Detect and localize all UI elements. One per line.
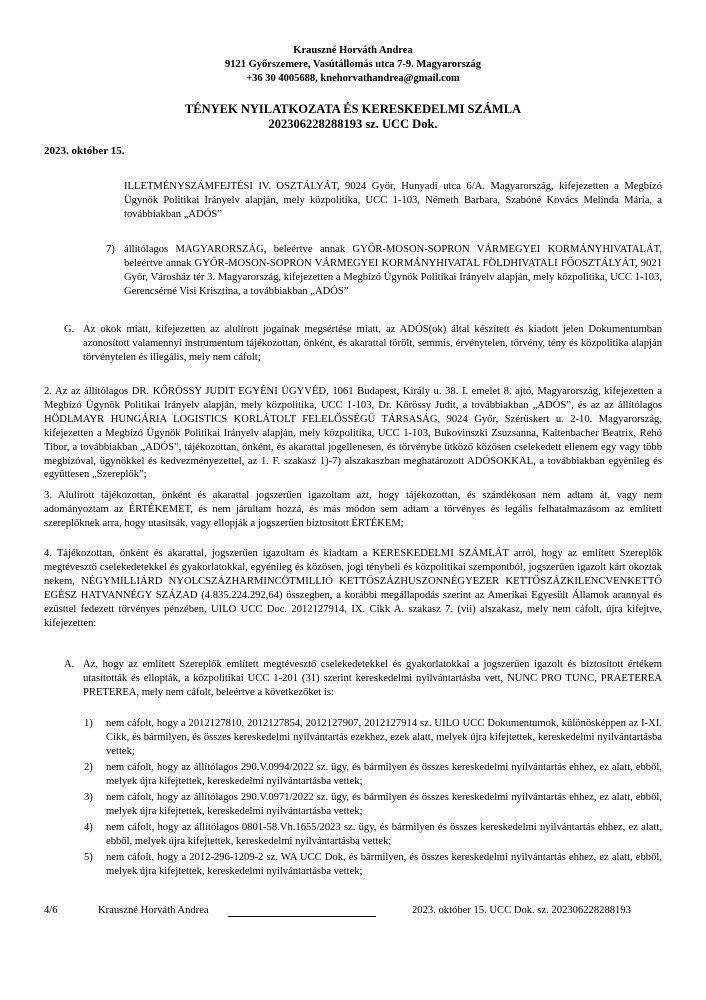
section-a-text: Az, hogy az említett Szereplők említett megtévesztő cselekedetekkel és gyakorlatokkal a jogszerűen igazolt és biztosított értékem utasították és ellopták, a közpolitikai UCC 1-201 (31) szerint kereskedelmi nyilvántartásba vett, NUNC PRO TUNC, PRAETEREA PRETEREA, mely nem cáfolt, beleértve a következőket is: — [83, 659, 662, 698]
item-7-number: 7) — [106, 244, 115, 255]
list-item-number: 3) — [84, 792, 93, 803]
list-item-number: 1) — [84, 718, 93, 729]
sender-contact: +36 30 4005688, knehorvathandrea@gmail.com — [246, 73, 460, 84]
section-a-mark: A. — [64, 659, 75, 670]
intro-paragraph: ILLETMÉNYSZÁMFEJTÉSI IV. OSZTÁLYÁT, 9024 Győr, Hunyadi utca 6/A. Magyarország, kifejezetten a Megbízó Ügynök Politikai Irányelv alapján, mely közpolitika, UCC 1-103, Németh Barbara, Szabóné Kovács Melinda Mária, a továbbiakban „ADÓS” — [124, 181, 662, 220]
document-title: TÉNYEK NYILATKOZATA ÉS KERESKEDELMI SZÁMLA — [184, 102, 522, 116]
footer-reference: 2023. október 15. UCC Dok. sz. 202306228288193 — [412, 905, 631, 916]
list-item-number: 4) — [84, 822, 93, 833]
list-item: nem cáfolt, hogy az állítólagos 0801-58.Vh.1655/2023 sz. ügy, és bármilyen és összes kereskedelmi nyilvántartás ehhez, ez alatt, ebből, melyek újra kifejtettek, kereskedelmi nyilvántartásba vettek; — [106, 822, 662, 847]
list-item: nem cáfolt, hogy a 2012127810, 2012127854, 2012127907, 2012127914 sz. UILO UCC Dokumentumok, különösképpen az I-XI. Cikk, és bármilyen, és összes kereskedelmi nyilvántartás ezekhez, ezek alatt, melyek újra kifejtettek, kereskedelmi nyilvántartásba vettek; — [106, 718, 662, 757]
list-item-number: 2) — [84, 762, 93, 773]
document-date: 2023. október 15. — [44, 145, 125, 157]
list-item: nem cáfolt, hogy a 2012-296-1209-2 sz. WA UCC Dok, és bármilyen, és összes kereskedelmi nyilvántartás ehhez, ez alatt, ebből, melyek újra kifejtettek, kereskedelmi nyilvántartásba vettek; — [106, 852, 662, 877]
document-number: 202306228288193 sz. UCC Dok. — [268, 117, 438, 131]
paragraph-2: 2. Az az állítólagos DR. KŐRÖSSY JUDIT EGYÉNI ÜGYVÉD, 1061 Budapest, Király u. 38. I. emelet 8. ajtó, Magyarország, kifejezetten a Megbízó Ügynök Politikai Irányelv alapján, mely közpolitika, UCC 1-103, Dr. Kőrössy Judit, a továbbiakban „ADÓS”, és az az állítólagos HÖDLMAYR HUNGÁRIA LOGISTICS KORLÁTOLT FELELŐSSÉGŰ TÁRSASÁG, 9024 Győr, Szérűskert u. 2-10. Magyarország, kifejezetten a Megbízó Ügynök Politikai Irányelv alapján, mely közpolitika, UCC 1-103, Bukovinszki Zsuzsanna, Kaltenbacher Beatrix, Rehó Tibor, a továbbiakban „ADÓS”, tájékozottan, önként, és akarattal jogellenesen, és törvénybe ütköző közösen cselekedett ellenem egy vagy több megbízóval, ügynökkel és kedvezményezettel, az 1. F. szakasz 1)-7) alszakaszban meghatározott ADÓSOKKAL, a továbbiakban egyénileg és együttesen „Szereplők”; — [44, 386, 662, 481]
sender-name: Krauszné Horváth Andrea — [293, 45, 413, 56]
footer-name: Krauszné Horváth Andrea — [98, 905, 209, 916]
list-item: nem cáfolt, hogy az állítólagos 290.V.0971/2022 sz. ügy, és bármilyen és összes kereskedelmi nyilvántartás ehhez, ez alatt, ebből, melyek újra kifejtettek, kereskedelmi nyilvántartásba vettek; — [106, 792, 662, 817]
footer-page-number: 4/6 — [44, 905, 58, 916]
section-g-mark: G. — [64, 324, 75, 335]
sender-address: 9121 Győrszemere, Vasútállomás utca 7-9. Magyarország — [225, 59, 481, 70]
list-item: nem cáfolt, hogy az állítólagos 290.V.0994/2022 sz. ügy, és bármilyen és összes kereskedelmi nyilvántartás ehhez, ez alatt, ebből, melyek újra kifejtettek, kereskedelmi nyilvántartásba vettek; — [106, 762, 662, 787]
signature-line — [228, 916, 376, 917]
paragraph-4: 4. Tájékozottan, önként és akarattal, jogszerűen igazoltam és kiadtam a KERESKEDELMI SZÁMLÁT arról, hogy az említett Szereplők megtévesztő cselekedetekkel és gyakorlatokkal, egyénileg és közösen, jogi ténybeli és közpolitikai szempontból, jogszerűen igazolt kárt okoztak nekem, NÉGYMILLIÁRD NYOLCSZÁZHARMINCÖTMILLIÓ KETTŐSZÁZHUSZONNÉGYEZER KETTŐSZÁZKILENCVENKETTŐ EGÉSZ HATVANNÉGY SZÁZAD (4.835.224.292,64) összegben, a korábbi megállapodás szerint az Amerikai Egyesült Államok arannyal és ezüsttel fedezett törvényes pénzében, UILO UCC Doc. 2012127914, IX. Cikk A. szakasz 7. (vii) alszakasz, mely nem cáfolt, újra kifejtve, kifejezetten: — [44, 548, 662, 629]
section-g-text: Az okok miatt, kifejezetten az alulírott jogainak megsértése miatt, az ADÓS(ok) által készített és kiadott jelen Dokumentumban azonosított valamennyi instrumentum tájékozottan, önként, és akarattal törölt, semmis, érvénytelen, törvény, tény és közpolitika alapján törvénytelen és illegális, mely nem cáfolt; — [83, 324, 662, 363]
paragraph-3: 3. Alulírott tájékozottan, önként és akarattal jogszerűen igazoltam azt, hogy tájékozottan, és szándékosan nem adtam át, vagy nem adományoztam az ÉRTÉKEMET, és nem járultam hozzá, és más módon sem adtam a törvényes és legális felhatalmazásom az említett szereplőknek arra, hogy utasítsák, vagy ellopják a jogszerűen biztosított ÉRTÉKEM; — [44, 490, 662, 529]
list-item-number: 5) — [84, 852, 93, 863]
item-7-text: állítólagos MAGYARORSZÁG, beleértve annak GYŐR-MOSON-SOPRON VÁRMEGYEI KORMÁNYHIVATALÁT, beleértve annak GYŐR-MOSON-SOPRON VÁRMEGYEI KORMÁNYHIVATAL FÖLDHIVATALI FŐOSZTÁLYÁT, 9021 Győr, Városház tér 3. Magyarország, kifejezetten a Megbízó Ügynök Politikai Irányelv alapján, mely közpolitika, UCC 1-103, Gerencsérné Visi Krisztina, a továbbiakban „ADÓS” — [124, 244, 662, 297]
